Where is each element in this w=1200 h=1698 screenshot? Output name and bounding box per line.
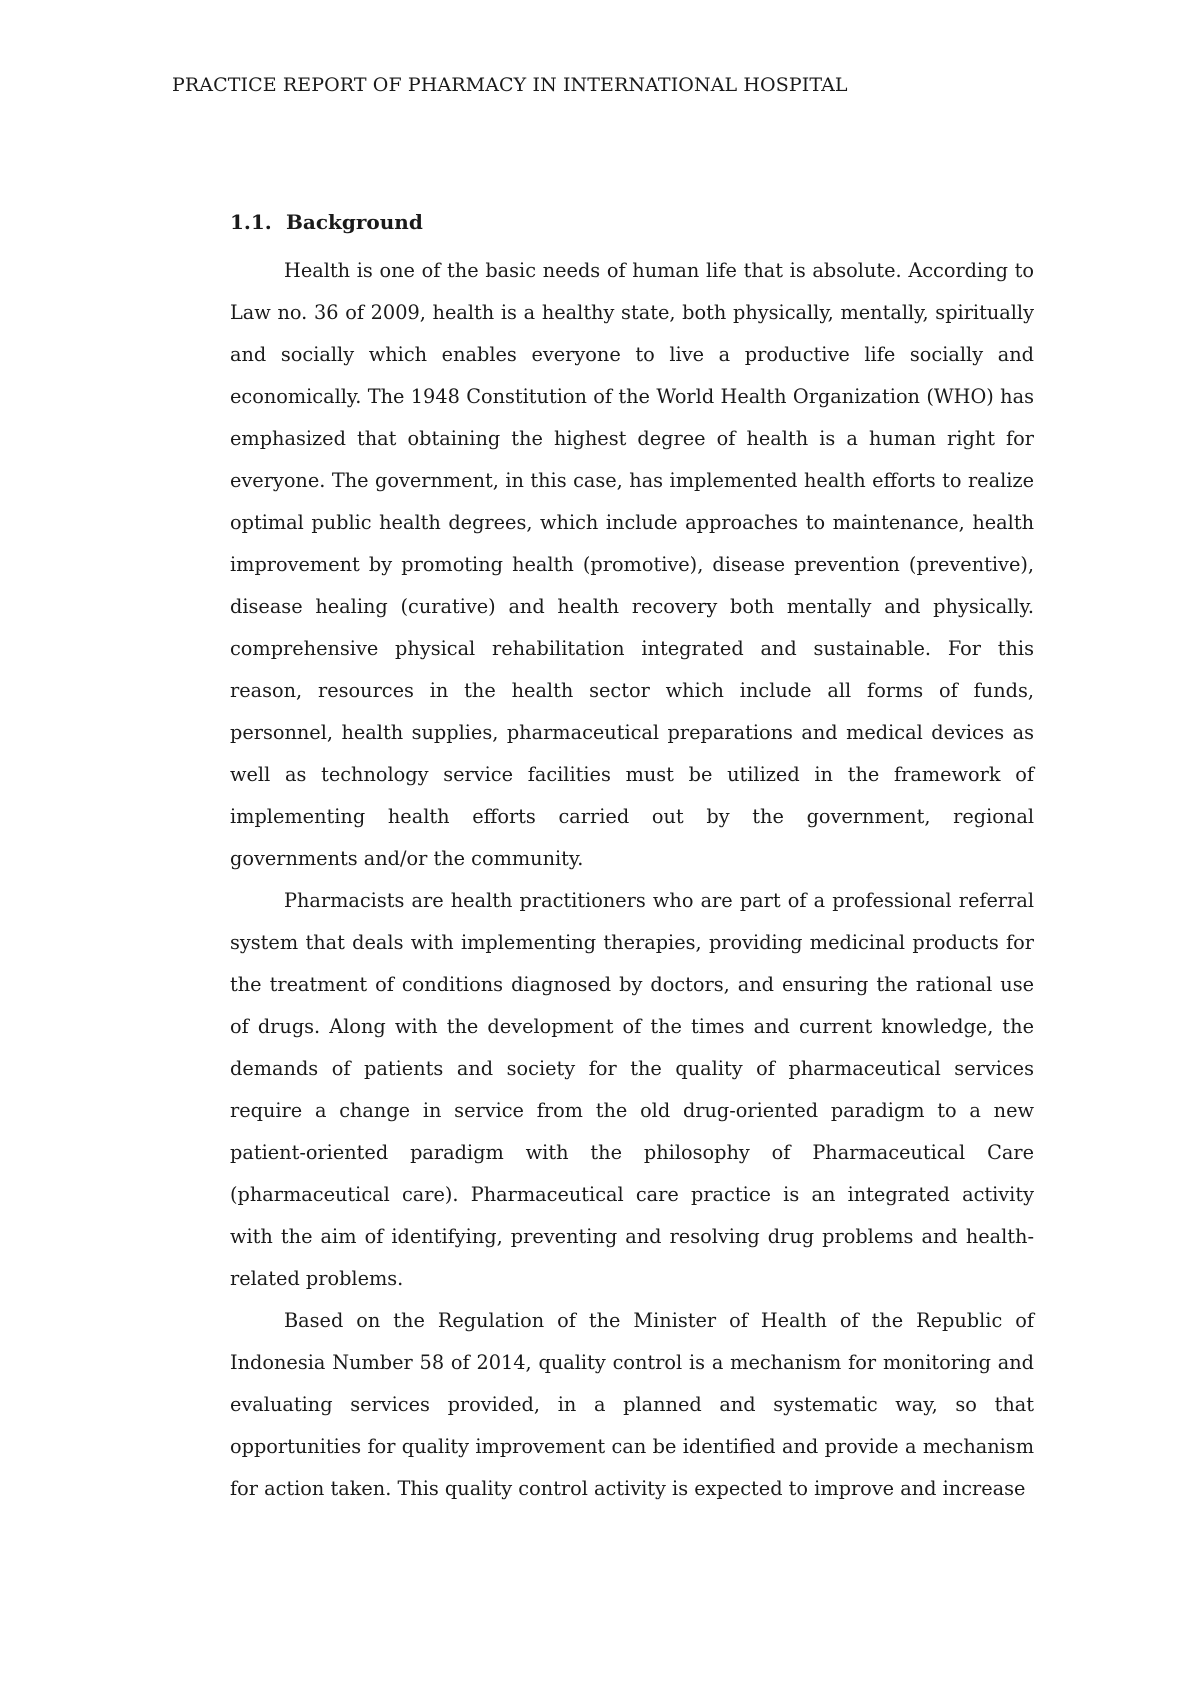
body-text — [230, 250, 1034, 1510]
section-title: Background — [286, 210, 423, 234]
section-number: 1.1. — [230, 210, 272, 234]
paragraph-2: Pharmacists are health practitioners who are part of a professional referral system that deals with implementing therapies, providing medicinal products for the treatment of conditions diagnosed by doctors, and ensuring the rational use of drugs. Along with the development of the times and current knowledge, the demands of patients and society for the quality of pharmaceutical services require a change in service from the old drug-oriented paradigm to a new patient-oriented paradigm with the philosophy of Pharmaceutical Care (pharmaceutical care). Pharmaceutical care practice is an integrated activity with the aim of identifying, preventing and resolving drug problems and health-related problems. — [230, 889, 1034, 1290]
paragraph-1: Health is one of the basic needs of human life that is absolute. According to Law no. 36 of 2009, health is a healthy state, both physically, mentally, spiritually and socially which enables everyone to live a productive life socially and economically. The 1948 Constitution of the World Health Organization (WHO) has emphasized that obtaining the highest degree of health is a human right for everyone. The government, in this case, has implemented health efforts to realize optimal public health degrees, which include approaches to maintenance, health improvement by promoting health (promotive), disease prevention (preventive), disease healing (curative) and health recovery both mentally and physically. comprehensive physical rehabilitation integrated and sustainable. For this reason, resources in the health sector which include all forms of funds, personnel, health supplies, pharmaceutical preparations and medical devices as well as technology service facilities must be utilized in the framework of implementing health efforts carried out by the government, regional governments and/or the community. — [230, 259, 1034, 870]
section-heading — [230, 210, 423, 234]
paragraph-3: Based on the Regulation of the Minister of Health of the Republic of Indonesia Number 58 of 2014, quality control is a mechanism for monitoring and evaluating services provided, in a planned and systematic way, so that opportunities for quality improvement can be identified and provide a mechanism for action taken. This quality control activity is expected to improve and increase — [230, 1309, 1034, 1500]
running-header: PRACTICE REPORT OF PHARMACY IN INTERNATIONAL HOSPITAL — [172, 74, 848, 96]
